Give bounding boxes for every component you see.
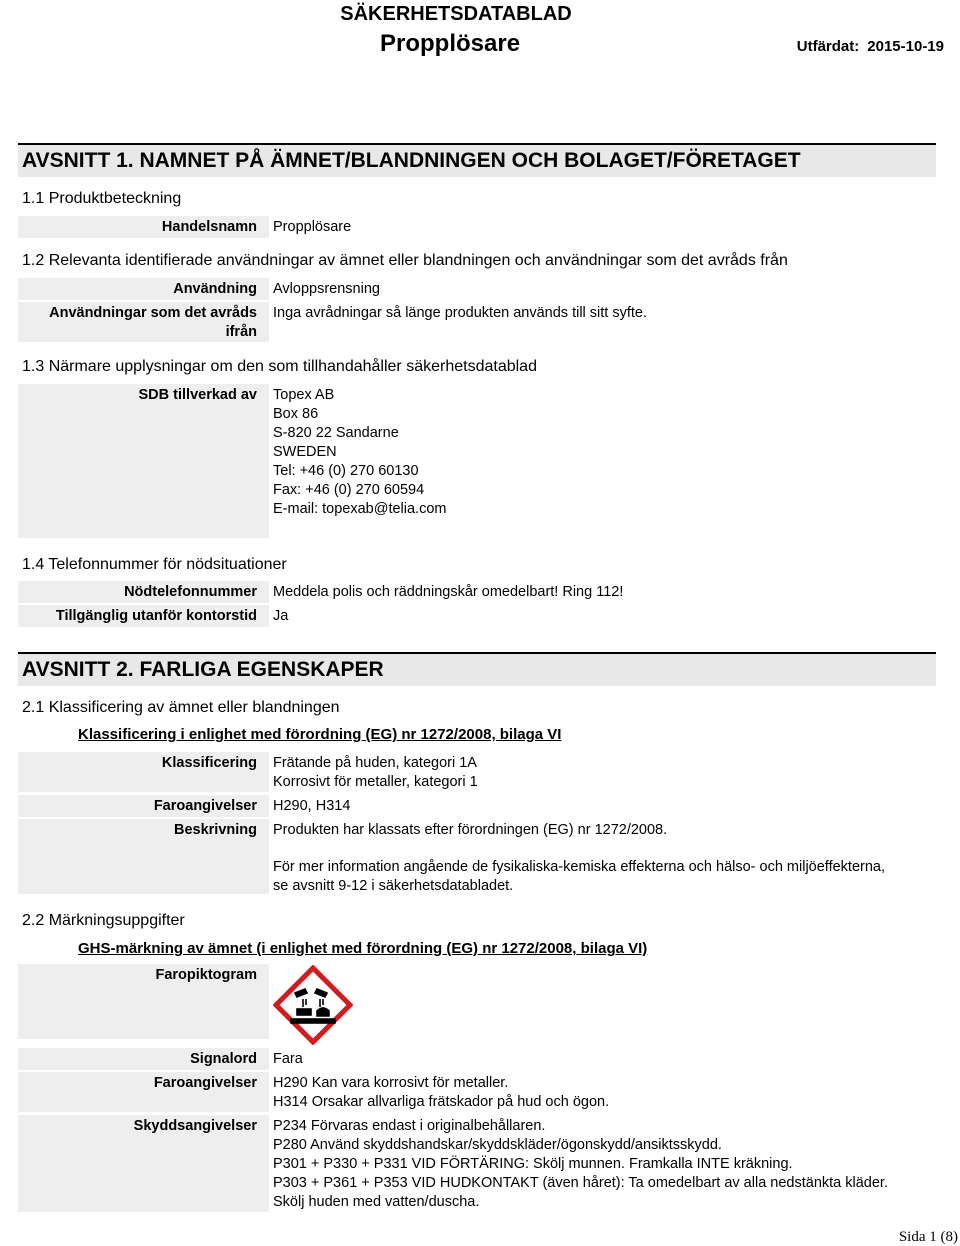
classification-label: Klassificering — [18, 752, 269, 792]
trade-name-label: Handelsnamn — [18, 216, 269, 238]
description-more-line: se avsnitt 9-12 i säkerhetsdatabladet. — [273, 878, 514, 894]
description-more-line: För mer information angående de fysikaliska-kemiska effekterna och hälso- och miljöeffekterna, — [273, 859, 885, 875]
product-title: Propplösare — [380, 30, 521, 57]
outside-hours-label: Tillgänglig utanför kontorstid — [18, 605, 269, 627]
description-value: Produkten har klassats efter förordningen (EG) nr 1272/2008. — [273, 822, 668, 838]
supplier-address — [273, 386, 446, 519]
section-1-title: AVSNITT 1. NAMNET PÅ ÄMNET/BLANDNINGEN OCH BOLAGET/FÖRETAGET — [18, 143, 936, 177]
subsection-1-4-heading: 1.4 Telefonnummer för nödsituationer — [22, 556, 287, 573]
issued-value: 2015-10-19 — [867, 38, 944, 55]
issued-date — [797, 38, 944, 55]
subsection-1-1-heading: 1.1 Produktbeteckning — [22, 190, 182, 207]
classification-value — [273, 754, 478, 792]
advised-against-value: Inga avrådningar så länge produkten används till sitt syfte. — [273, 305, 648, 321]
classification-line: Korrosivt för metaller, kategori 1 — [273, 774, 478, 790]
precautionary-line: P301 + P330 + P331 VID FÖRTÄRING: Skölj munnen. Framkalla INTE kräkning. — [273, 1156, 793, 1172]
precautionary-line: P234 Förvaras endast i originalbehållaren. — [273, 1118, 546, 1134]
classification-line: Frätande på huden, kategori 1A — [273, 755, 477, 771]
subsection-2-1-heading: 2.1 Klassificering av ämnet eller blandningen — [22, 699, 340, 716]
supplier-line: Tel: +46 (0) 270 60130 — [273, 463, 419, 479]
ghs-sub-heading: GHS-märkning av ämnet (i enlighet med förordning (EG) nr 1272/2008, bilaga VI) — [78, 940, 648, 957]
label-hazard-statements-label: Faroangivelser — [18, 1072, 269, 1112]
description-more-info — [273, 858, 885, 896]
trade-name-value: Propplösare — [273, 219, 352, 235]
supplier-line: Box 86 — [273, 406, 319, 422]
subsection-1-2-heading: 1.2 Relevanta identifierade användningar av ämnet eller blandningen och användningar som det avråds från — [22, 252, 788, 269]
supplier-line: S-820 22 Sandarne — [273, 425, 399, 441]
supplier-line: Fax: +46 (0) 270 60594 — [273, 482, 425, 498]
supplier-label: SDB tillverkad av — [18, 384, 269, 538]
signal-word-label: Signalord — [18, 1048, 269, 1070]
label-hazard-statements-value — [273, 1074, 609, 1112]
section-2-title: AVSNITT 2. FARLIGA EGENSKAPER — [18, 652, 936, 686]
ghs05-corrosion-icon — [273, 965, 353, 1045]
use-label: Användning — [18, 278, 269, 300]
hazard-statements-value: H290, H314 — [273, 798, 351, 814]
signal-word-value: Fara — [273, 1051, 303, 1067]
advised-against-label-line-2: ifrån — [225, 324, 257, 340]
pictogram-label: Faropiktogram — [18, 964, 269, 1039]
document-type: SÄKERHETSDATABLAD — [340, 3, 572, 25]
subsection-2-2-heading: 2.2 Märkningsuppgifter — [22, 912, 185, 929]
description-label: Beskrivning — [18, 819, 269, 894]
advised-against-label-line-1: Användningar som det avråds — [49, 305, 257, 321]
hazard-statement-line: H290 Kan vara korrosivt för metaller. — [273, 1075, 509, 1091]
outside-hours-value: Ja — [273, 608, 289, 624]
advised-against-label — [18, 302, 269, 342]
hazard-statement-line: H314 Orsakar allvarliga frätskador på hud och ögon. — [273, 1094, 610, 1110]
emergency-phone-value: Meddela polis och räddningskår omedelbart! Ring 112! — [273, 584, 624, 600]
use-value: Avloppsrensning — [273, 281, 380, 297]
precautionary-line: P303 + P361 + P353 VID HUDKONTAKT (även håret): Ta omedelbart av alla nedstänkta kläder. — [273, 1175, 888, 1191]
precautionary-statements-value — [273, 1117, 888, 1212]
precautionary-line: Skölj huden med vatten/duscha. — [273, 1194, 480, 1210]
emergency-phone-label: Nödtelefonnummer — [18, 581, 269, 603]
issued-label: Utfärdat: — [796, 38, 860, 55]
precautionary-statements-label: Skyddsangivelser — [18, 1115, 269, 1212]
classification-sub-heading: Klassificering i enlighet med förordning (EG) nr 1272/2008, bilaga VI — [78, 726, 562, 743]
precautionary-line: P280 Använd skyddshandskar/skyddskläder/ögonskydd/ansiktsskydd. — [273, 1137, 722, 1153]
supplier-email: E-mail: topexab@telia.com — [273, 501, 447, 517]
supplier-line: Topex AB — [273, 387, 335, 403]
hazard-statements-label: Faroangivelser — [18, 795, 269, 817]
page-number: Sida 1 (8) — [898, 1229, 958, 1245]
subsection-1-3-heading: 1.3 Närmare upplysningar om den som tillhandahåller säkerhetsdatablad — [22, 358, 537, 375]
supplier-line: SWEDEN — [273, 444, 337, 460]
